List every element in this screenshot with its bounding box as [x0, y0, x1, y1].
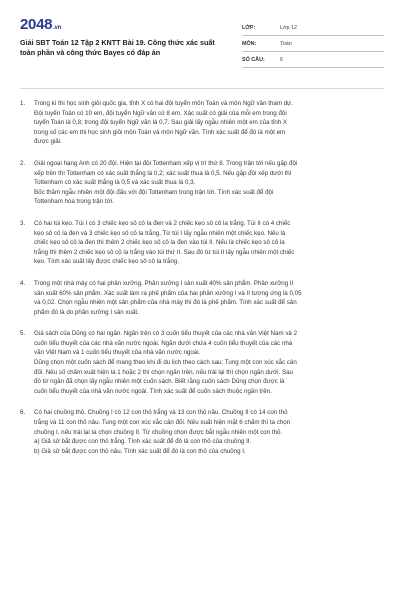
question-text-line: trong số các em thi học sinh giỏi môn Toán và môn Ngữ văn. Tính xác suất để đó là một em: [34, 128, 286, 136]
document-title-line: Giải SBT Toán 12 Tập 2 KNTT Bài 19. Công thức xác suất: [20, 38, 215, 47]
meta-key: MÔN:: [242, 40, 257, 47]
meta-value: 6: [280, 56, 283, 63]
meta-row-subject: [242, 36, 384, 52]
question-body: [34, 329, 384, 396]
question-item: [20, 329, 384, 396]
question-text-line: b) Giả sử bắt được con thỏ nâu. Tính xác suất để đó là con thỏ của chuồng I.: [34, 447, 246, 455]
meta-value: Toán: [280, 40, 292, 47]
meta-key: SỐ CÂU:: [242, 56, 265, 63]
question-text-line: Tottenham hòa trong trận tới.: [34, 198, 114, 206]
question-number: 2.: [20, 159, 26, 167]
logo-main-text: 2048: [20, 16, 53, 33]
question-item: [20, 408, 384, 456]
question-number: 4.: [20, 279, 26, 287]
meta-key: LỚP:: [242, 24, 256, 31]
question-text-line: Tottenham có xác suất thắng là 0,5 và xác suất thua là 0,3.: [34, 179, 196, 187]
header-divider: [20, 88, 384, 89]
question-body: [34, 99, 384, 147]
logo-suffix-text: .vn: [53, 25, 61, 31]
question-body: [34, 408, 384, 456]
question-text-line: và 0,02. Chọn ngẫu nhiên một sản phẩm của nhà máy thì đó là phế phẩm. Tính xác suất để sản: [34, 299, 297, 307]
question-text-line: Giá sách của Dũng có hai ngăn. Ngăn trên có 3 cuốn tiểu thuyết của các nhà văn Việt Nam và 2: [34, 330, 298, 338]
question-body: [34, 279, 384, 317]
question-text-line: chuồng I, nếu trái lại ta chọn chuồng II. Từ chuồng chọn được bắt ngẫu nhiên một con thỏ.: [34, 428, 283, 436]
question-text-line: xếp trên thì Tottenham có xác suất thắng là 0,2; xác suất thua là 0,5. Nếu gặp đội xếp dưới thì: [34, 169, 292, 177]
meta-table: [242, 20, 384, 68]
question-text-line: a) Giả sử bắt được con thỏ trắng. Tính xác suất để đó là con thỏ của chuồng II.: [34, 438, 252, 446]
question-text-line: Có hai túi kẹo. Túi I có 3 chiếc kẹo sô cô la đen và 2 chiếc kẹo sô cô la trắng. Túi II có 4 chiếc: [34, 219, 291, 227]
question-body: [34, 159, 384, 207]
meta-row-question-count: [242, 52, 384, 68]
meta-value: Lớp 12: [280, 24, 298, 31]
document-title: [20, 38, 235, 58]
question-item: [20, 159, 384, 207]
question-text-line: Trong kì thi học sinh giỏi quốc gia, tỉnh X có hai đội tuyển môn Toán và môn Ngữ văn tham dự.: [34, 100, 294, 107]
question-text-line: kẹo sô cô la đen và 3 chiếc kẹo sô cô la trắng. Từ túi I lấy ngẫu nhiên một chiếc kẹo. Nếu là: [34, 229, 286, 237]
question-text-line: Bốc thăm ngẫu nhiên một đội đấu với đội Tottenham trong trận tới. Tính xác suất để đội: [34, 188, 274, 196]
question-text-line: Đội tuyển Toán có 10 em, đội tuyển Ngữ văn có 8 em. Xác suất có giải của mỗi em trong đội: [34, 109, 287, 117]
question-text-line: Trong một nhà máy có hai phân xưởng. Phân xưởng I sản xuất 40% sản phẩm. Phân xưởng II: [34, 279, 294, 287]
question-text-line: trắng thì thêm 2 chiếc kẹo sô cô la trắng vào túi thứ II. Sau đó từ túi II lấy ngẫu nhiên một chiếc: [34, 248, 295, 256]
site-logo[interactable]: [20, 16, 61, 33]
question-text-line: cuốn tiểu thuyết của các nhà văn nước ngoài. Ngăn dưới chứa 4 cuốn tiểu thuyết của các nhà: [34, 339, 293, 347]
meta-row-class: [242, 20, 384, 36]
question-text-line: văn Việt Nam và 1 cuốn tiểu thuyết của nhà văn nước ngoài.: [34, 349, 201, 357]
question-text-line: Dũng chọn một cuốn sách để mang theo khi đi du lịch theo cách sau: Tung một con xúc xắc cân: [34, 359, 297, 367]
question-text-line: đối. Nếu số chấm xuất hiện là 1 hoặc 2 thì chọn ngăn trên, nếu trái lại thì chọn ngăn dưới. Sau: [34, 368, 293, 376]
question-item: [20, 99, 384, 147]
question-body: [34, 219, 384, 267]
question-text-line: tuyển Toán là 0,8; trong đội tuyển Ngữ văn là 0,7. Sau giải lấy ngẫu nhiên một em của tỉnh X: [34, 119, 288, 127]
question-list: [20, 99, 384, 456]
question-number: 3.: [20, 219, 26, 227]
question-text-line: được giải.: [34, 138, 62, 146]
question-text-line: Có hai chuồng thỏ. Chuồng I có 12 con thỏ trắng và 13 con thỏ nâu. Chuồng II có 14 con thỏ: [34, 409, 288, 417]
question-item: [20, 219, 384, 267]
document-header: [20, 12, 384, 78]
document-title-line: toàn phần và công thức Bayes có đáp án: [20, 48, 161, 57]
question-number: 1.: [20, 100, 26, 107]
question-text-line: cuốn tiểu thuyết của nhà văn nước ngoài. Tính xác suất để cuốn sách thuộc ngăn trên.: [34, 387, 272, 395]
question-text-line: sản xuất 60% sản phẩm. Xác suất làm ra phế phẩm của hai phân xưởng I và II tương ứng là 0,05: [34, 289, 302, 297]
question-text-line: kẹo. Tính xác suất lấy được chiếc kẹo sô cô la trắng.: [34, 258, 179, 266]
question-text-line: chiếc kẹo sô cô la đen thì thêm 2 chiếc kẹo sô cô la đen vào túi II. Nếu là chiếc kẹo sô cô la: [34, 239, 285, 247]
question-number: 6.: [20, 409, 26, 417]
question-text-line: đó từ ngăn đã chọn lấy ngẫu nhiên một cuốn sách. Biết rằng cuốn sách Dũng chọn được là: [34, 378, 285, 386]
question-text-line: Giải ngoại hạng Anh có 20 đội. Hiện tại đội Tottenham xếp vị trí thứ 8. Trong trận tới nếu gặp đội: [34, 159, 298, 167]
question-text-line: phẩm đó là do phân xưởng I sản xuất.: [34, 308, 139, 316]
question-text-line: trắng và 11 con thỏ nâu. Tung một con xúc xắc cân đối. Nếu xuất hiện mặt 6 chấm thì ta chọn: [34, 419, 291, 427]
question-number: 5.: [20, 330, 26, 338]
question-item: [20, 279, 384, 317]
